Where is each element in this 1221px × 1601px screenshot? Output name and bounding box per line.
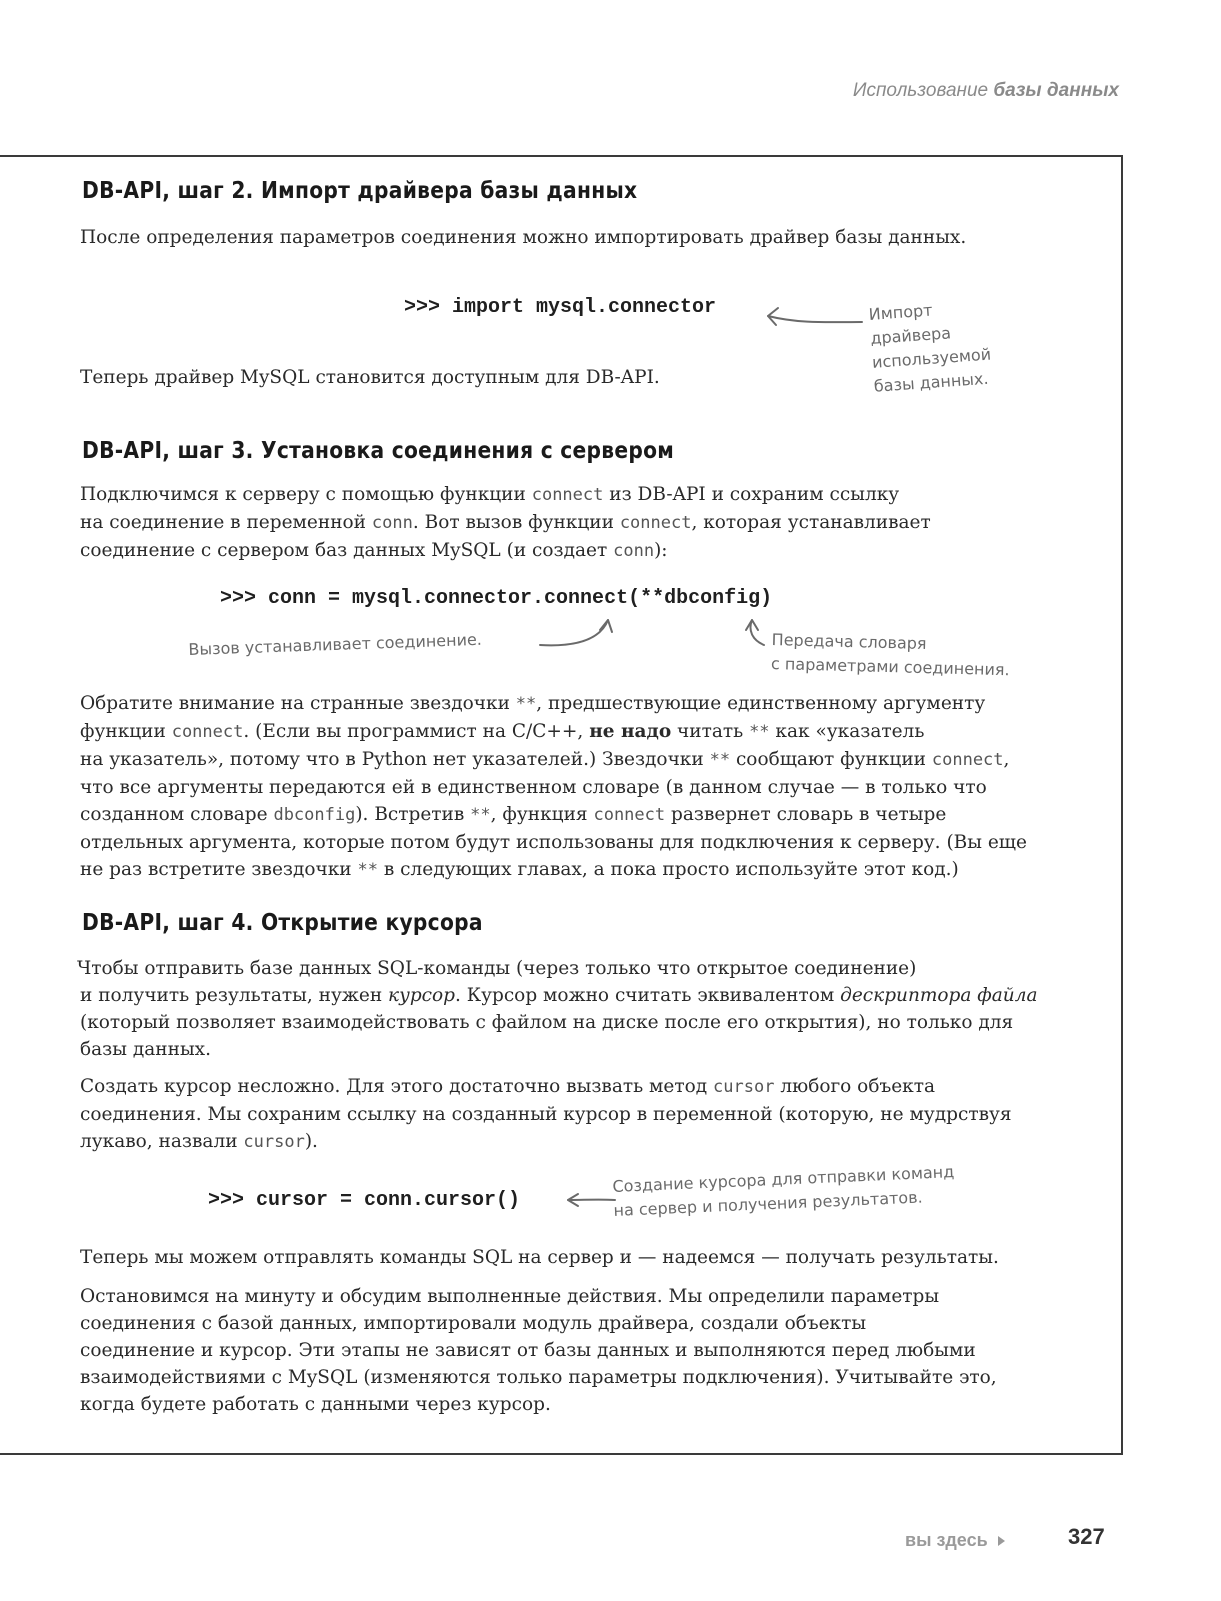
note-line: на сервер и получения результатов. (613, 1187, 924, 1220)
note-line: драйвера (869, 323, 952, 348)
triangle-right-icon (998, 1536, 1005, 1546)
text-line: базы данных. (80, 1039, 211, 1060)
footer-you-are-here (905, 1530, 1005, 1551)
note-line: базы данных. (873, 368, 990, 396)
text-line: соединения с базой данных, импортировали модуль драйвера, создали объекты (80, 1313, 867, 1334)
text-line: отдельных аргумента, которые потом будут использованы для подключения к серверу. (Вы еще (80, 832, 1027, 853)
running-head (853, 80, 1119, 102)
section2-intro: После определения параметров соединения можно импортировать драйвер базы данных. (80, 227, 967, 248)
text-line: что все аргументы передаются ей в единственном словаре (в данном случае — в только что (80, 777, 987, 798)
text-line: Чтобы отправить базе данных SQL-команды (через только что открытое соединение) (77, 958, 917, 979)
text-line: Подключимся к серверу с помощью функции connect из DB-API и сохраним ссылку (80, 484, 900, 505)
section4-heading: DB-API, шаг 4. Открытие курсора (82, 910, 483, 936)
text-line: Создать курсор несложно. Для этого достаточно вызвать метод cursor любого объекта (80, 1076, 936, 1097)
text-line: не раз встретите звездочки ** в следующих главах, а пока просто используйте этот код.) (80, 859, 959, 880)
text-line: функции connect. (Если вы программист на C/C++, не надо читать ** как «указатель (80, 721, 925, 742)
section2-code: >>> import mysql.connector (404, 296, 717, 319)
section3-heading: DB-API, шаг 3. Установка соединения с сервером (82, 438, 675, 464)
footer-here-label: вы здесь (905, 1530, 988, 1550)
note-line: Импорт (868, 300, 934, 324)
section4-p4 (80, 1283, 1090, 1418)
text-line: на соединение в переменной conn. Вот вызов функции connect, которая устанавливает (80, 512, 931, 533)
text-line: соединение и курсор. Эти этапы не зависят от базы данных и выполняются перед любыми (80, 1340, 976, 1361)
section2-after: Теперь драйвер MySQL становится доступным для DB-API. (80, 367, 660, 388)
text-line: соединения. Мы сохраним ссылку на созданный курсор в переменной (которую, не мудрствуя (80, 1104, 1012, 1125)
section3-code: >>> conn = mysql.connector.connect(**dbconfig) (220, 587, 773, 610)
page-number: 327 (1068, 1524, 1105, 1549)
text-line: соединение с сервером баз данных MySQL (и создает conn): (80, 540, 668, 561)
text-line: лукаво, назвали cursor). (80, 1131, 318, 1152)
section4-p3: Теперь мы можем отправлять команды SQL на сервер и — надеемся — получать результаты. (80, 1247, 999, 1268)
section3-note-left: Вызов устанавливает соединение. (188, 629, 483, 659)
section4-p2 (80, 1073, 1090, 1156)
note-line: используемой (871, 344, 992, 372)
note-line: Передача словаря (771, 629, 927, 654)
text-line: Обратите внимание на странные звездочки **, предшествующие единственному аргументу (80, 693, 986, 714)
note-line: с параметрами соединения. (770, 653, 1010, 680)
note-line: Создание курсора для отправки команд (612, 1162, 955, 1196)
running-head-normal: Использование (852, 80, 989, 101)
section3-para (80, 690, 1090, 884)
section4-code: >>> cursor = conn.cursor() (208, 1189, 521, 1212)
text-line: Остановимся на минуту и обсудим выполненные действия. Мы определили параметры (80, 1286, 940, 1307)
running-head-bold: базы данных (993, 80, 1119, 101)
text-line: на указатель», потому что в Python нет указателей.) Звездочки ** сообщают функции connect, (80, 749, 1010, 770)
section2-heading: DB-API, шаг 2. Импорт драйвера базы данных (82, 178, 638, 204)
text-line: и получить результаты, нужен курсор. Курсор можно считать эквивалентом дескриптора файла (80, 985, 1038, 1006)
section3-note-right (771, 628, 1011, 682)
section3-intro (80, 481, 1090, 565)
text-line: взаимодействиями с MySQL (изменяются только параметры подключения). Учитывайте это, (80, 1367, 997, 1388)
text-line: (который позволяет взаимодействовать с файлом на диске после его открытия), но только для (80, 1012, 1014, 1033)
text-line: созданном словаре dbconfig). Встретив **, функция connect развернет словарь в четыре (80, 804, 947, 825)
text-line: когда будете работать с данными через курсор. (80, 1394, 551, 1415)
section4-p1 (77, 955, 1087, 1063)
